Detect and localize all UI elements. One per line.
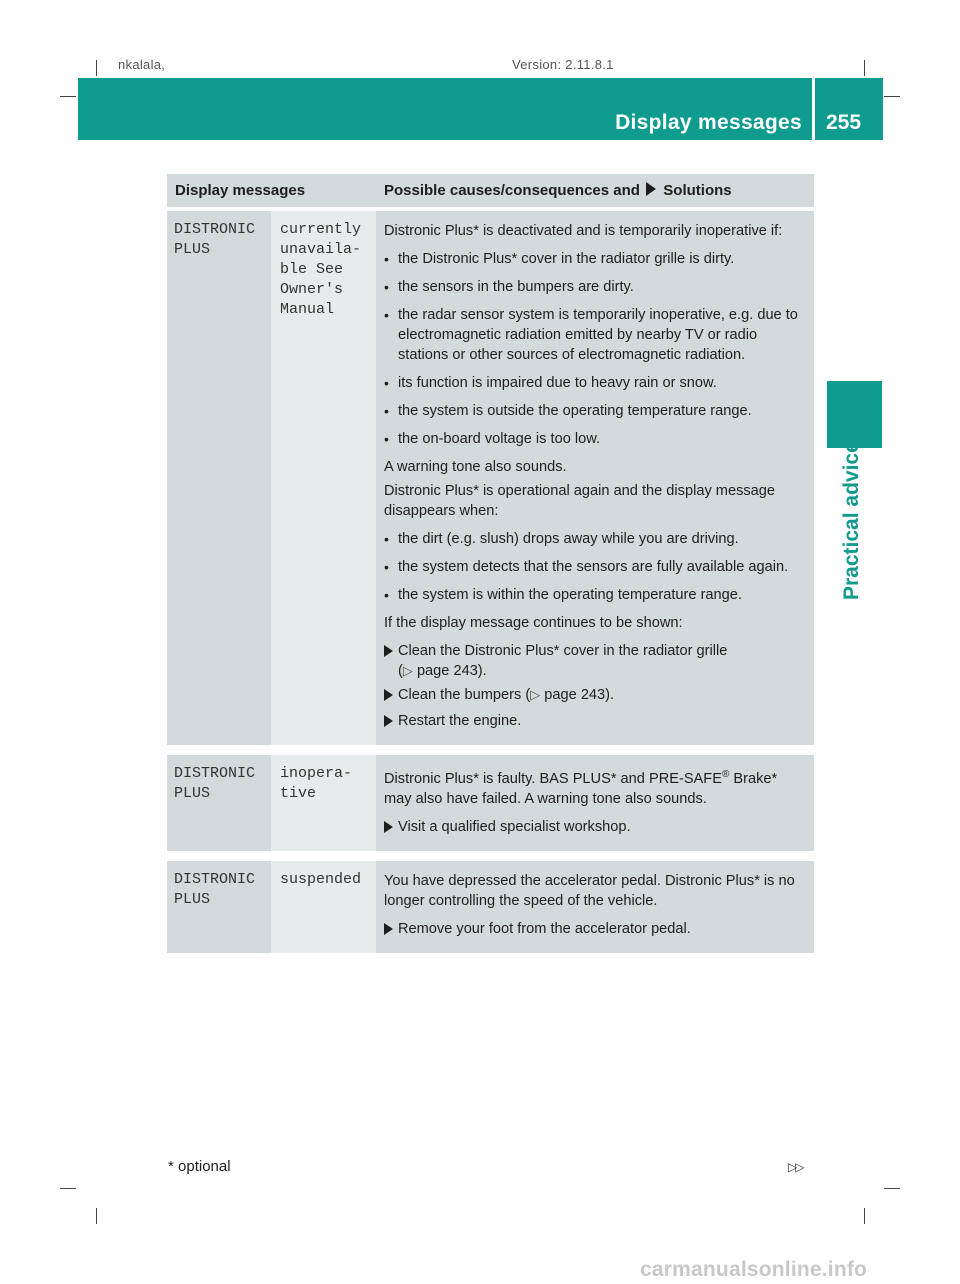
message-line2: currently unavaila- ble See Owner's Manual bbox=[271, 211, 376, 745]
item-text: the radar sensor system is temporarily inoperative, e.g. due to electromagnetic radiation emitted by nearby TV or radio stations or other sources of electromagnetic radiation. bbox=[398, 307, 798, 363]
bullet-icon: • bbox=[384, 375, 389, 391]
crop-mark bbox=[96, 1208, 97, 1224]
bullet-icon: • bbox=[384, 251, 389, 267]
item-text: its function is impaired due to heavy rain or snow. bbox=[398, 375, 717, 391]
registered-mark: ® bbox=[721, 769, 730, 780]
bullet-icon: • bbox=[384, 431, 389, 447]
bullet-icon: • bbox=[384, 403, 389, 419]
action-item bbox=[384, 817, 808, 839]
page-ref[interactable]: page 243). bbox=[416, 663, 487, 679]
list-item bbox=[384, 401, 808, 421]
paragraph: Distronic Plus* is deactivated and is temporarily inoperative if: bbox=[384, 223, 783, 239]
item-text: the on-board voltage is too low. bbox=[398, 431, 601, 447]
action-text: Restart the engine. bbox=[398, 713, 522, 729]
list-item bbox=[384, 585, 808, 605]
action-item bbox=[384, 919, 808, 941]
paragraph: Distronic Plus* is operational again and the display message disappears when: bbox=[384, 483, 776, 519]
action-arrow-icon bbox=[384, 821, 393, 833]
solution-cell bbox=[376, 211, 814, 745]
list-item bbox=[384, 373, 808, 393]
action-arrow-icon bbox=[384, 923, 393, 935]
solution-cell bbox=[376, 755, 814, 851]
list-item bbox=[384, 429, 808, 449]
item-text: the system is outside the operating temperature range. bbox=[398, 403, 752, 419]
action-item bbox=[384, 641, 808, 681]
crop-mark bbox=[884, 1188, 900, 1189]
item-text: the sensors in the bumpers are dirty. bbox=[398, 279, 634, 295]
item-text: the Distronic Plus* cover in the radiator grille is dirty. bbox=[398, 251, 735, 267]
list-item bbox=[384, 529, 808, 549]
paragraph: A warning tone also sounds. bbox=[384, 459, 567, 475]
page-title: Display messages bbox=[615, 111, 802, 134]
action-item bbox=[384, 685, 808, 707]
crop-mark bbox=[60, 96, 76, 97]
item-text: the system detects that the sensors are fully available again. bbox=[398, 559, 789, 575]
crop-mark bbox=[864, 1208, 865, 1224]
action-arrow-icon bbox=[384, 645, 393, 657]
slug-right: Version: 2.11.8.1 bbox=[512, 57, 614, 72]
section-tab bbox=[827, 381, 882, 448]
action-text: Clean the Distronic Plus* cover in the radiator grille (▷ page 243). bbox=[398, 643, 728, 679]
bullet-icon: • bbox=[384, 531, 389, 547]
message-line2: suspended bbox=[271, 861, 376, 953]
crop-mark bbox=[864, 60, 865, 76]
crop-mark bbox=[884, 96, 900, 97]
footnote: * optional bbox=[168, 1158, 231, 1175]
section-label bbox=[840, 441, 896, 630]
bullet-icon: • bbox=[384, 587, 389, 603]
action-text: Remove your foot from the accelerator pedal. bbox=[398, 920, 691, 937]
table-row bbox=[167, 851, 814, 953]
action-text: Clean the bumpers (▷ page 243). bbox=[398, 687, 615, 703]
table-header bbox=[167, 174, 814, 207]
bullet-icon: • bbox=[384, 307, 389, 323]
list-item bbox=[384, 249, 808, 269]
action-arrow-icon bbox=[384, 715, 393, 727]
item-text: the system is within the operating temperature range. bbox=[398, 587, 742, 603]
message-line1: DISTRONIC PLUS bbox=[167, 861, 271, 953]
table-row bbox=[167, 207, 814, 745]
col-header-messages: Display messages bbox=[175, 182, 306, 199]
col-header-pre: Possible causes/consequences and bbox=[384, 182, 640, 199]
message-line2: inopera- tive bbox=[271, 755, 376, 851]
slug-left: nkalala, bbox=[118, 57, 166, 72]
watermark: carmanualsonline.info bbox=[640, 1258, 868, 1281]
list-item bbox=[384, 305, 808, 365]
message-line1: DISTRONIC PLUS bbox=[167, 211, 271, 745]
bullet-icon: • bbox=[384, 279, 389, 295]
page-ref-icon: ▷ bbox=[402, 663, 413, 678]
messages-table bbox=[167, 174, 814, 953]
list-item bbox=[384, 557, 808, 577]
crop-mark bbox=[60, 1188, 76, 1189]
list-item bbox=[384, 277, 808, 297]
page-number: 255 bbox=[826, 111, 862, 134]
paragraph: If the display message continues to be shown: bbox=[384, 615, 683, 631]
action-item bbox=[384, 711, 808, 733]
col-header-post: Solutions bbox=[663, 182, 732, 199]
continue-icon: ▷▷ bbox=[788, 1160, 803, 1174]
action-text: Visit a qualified specialist workshop. bbox=[398, 818, 631, 835]
action-arrow-icon bbox=[384, 689, 393, 701]
solution-cell bbox=[376, 861, 814, 953]
section-label-text: Practical advice bbox=[840, 441, 863, 600]
message-line1: DISTRONIC PLUS bbox=[167, 755, 271, 851]
table-row bbox=[167, 745, 814, 851]
page-ref-icon: ▷ bbox=[530, 687, 541, 702]
bullet-icon: • bbox=[384, 559, 389, 575]
item-text: the dirt (e.g. slush) drops away while you are driving. bbox=[398, 531, 739, 547]
col-header-solutions bbox=[376, 174, 814, 207]
header-divider bbox=[812, 78, 815, 140]
paragraph: Distronic Plus* is faulty. BAS PLUS* and PRE-SAFE® Brake* may also have failed. A warning tone also sounds. bbox=[384, 769, 778, 807]
crop-mark bbox=[96, 60, 97, 76]
paragraph: You have depressed the accelerator pedal. Distronic Plus* is no longer controlling the speed of the vehicle. bbox=[384, 872, 795, 909]
page-ref[interactable]: page 243). bbox=[544, 687, 615, 703]
action-arrow-icon bbox=[646, 182, 656, 196]
